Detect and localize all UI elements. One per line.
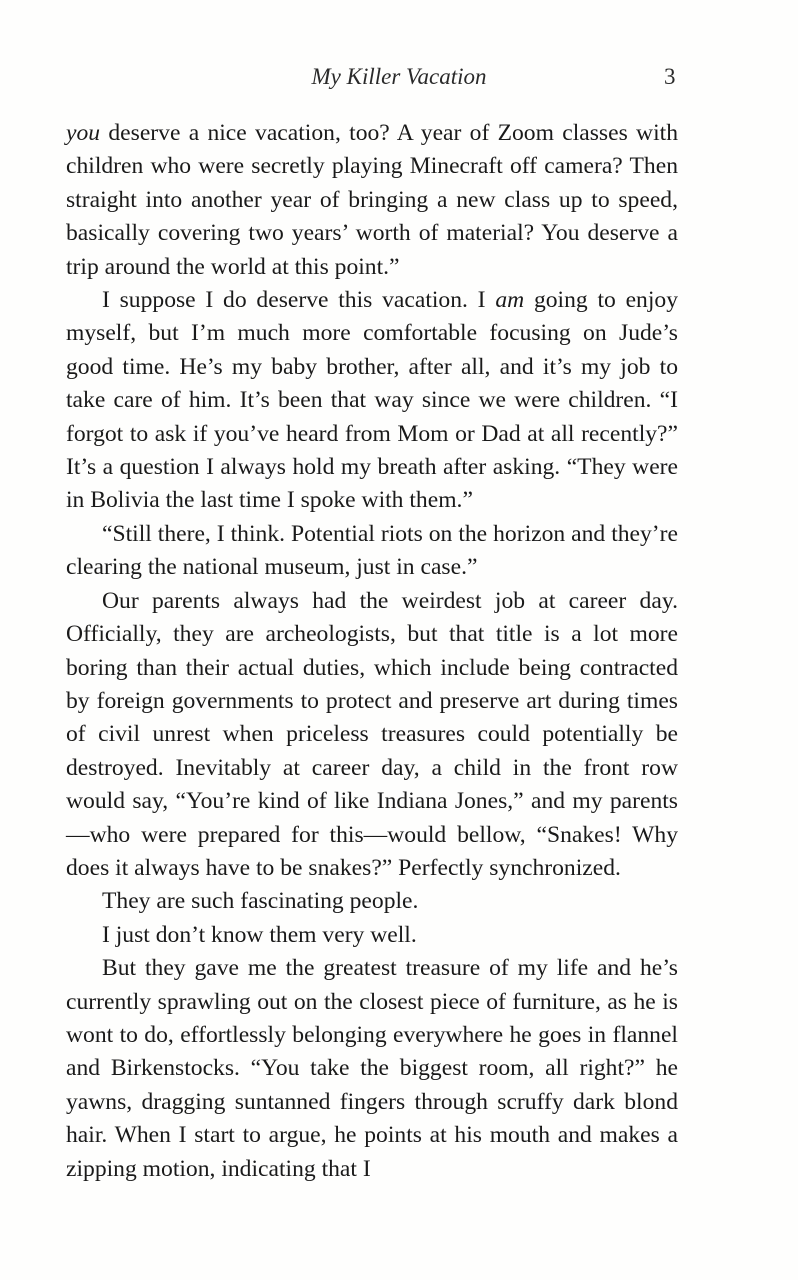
paragraph-text: They are such fascinating people.: [102, 888, 419, 915]
italic-word: you: [66, 120, 101, 146]
paragraph-5: [66, 885, 678, 918]
paragraph-text: I suppose I do deserve this vacation. I: [102, 287, 496, 314]
paragraph-1: [66, 117, 678, 284]
page-number: 3: [664, 64, 676, 89]
paragraph-2: [66, 284, 678, 518]
paragraph-6: [66, 919, 678, 952]
paragraph-text: I just don’t know them very well.: [102, 921, 417, 948]
paragraph-3: [66, 518, 678, 585]
paragraph-4: [66, 585, 678, 886]
paragraph-7: [66, 952, 678, 1186]
body-text: [66, 117, 678, 1186]
paragraph-text: deserve a nice vacation, too? A year of Zoom classes with children who were secretly playing Minecraft off camera? Then straight into another year of bringing a new class up to speed, basically covering two years’ worth of material? You deserve a trip around the world at this point.”: [66, 120, 678, 280]
paragraph-text: going to enjoy myself, but I’m much more comfortable focusing on Jude’s good time. He’s my baby brother, after all, and it’s my job to take care of him. It’s been that way since we were children. “I forgot to ask if you’ve heard from Mom or Dad at all recently?” It’s a question I always hold my breath after asking. “They were in Bolivia the last time I spoke with them.”: [66, 287, 679, 514]
paragraph-text: But they gave me the greatest treasure of my life and he’s currently sprawling out on the closest piece of furniture, as he is wont to do, effortlessly belonging everywhere he goes in flannel and Birkenstocks. “You take the biggest room, all right?” he yawns, dragging suntanned fingers through scruffy dark blond hair. When I start to argue, he points at his mouth and makes a zipping motion, indicating that I: [66, 955, 678, 1182]
book-title: My Killer Vacation: [311, 64, 487, 89]
paragraph-text: “Still there, I think. Potential riots on the horizon and they’re clearing the national museum, just in case.”: [66, 520, 678, 581]
running-head: [0, 64, 798, 98]
paragraph-text: Our parents always had the weirdest job at career day. Officially, they are archeologists, but that title is a lot more boring than their actual duties, which include being contracted by foreign governments to protect and preserve art during times of civil unrest when priceless treasures could potentially be destroyed. Inevitably at career day, a child in the front row would say, “You’re kind of like Indiana Jones,” and my parents—who were prepared for this—would bellow, “Snakes! Why does it always have to be snakes?” Perfectly synchronized.: [66, 587, 678, 881]
italic-word: am: [495, 287, 525, 314]
